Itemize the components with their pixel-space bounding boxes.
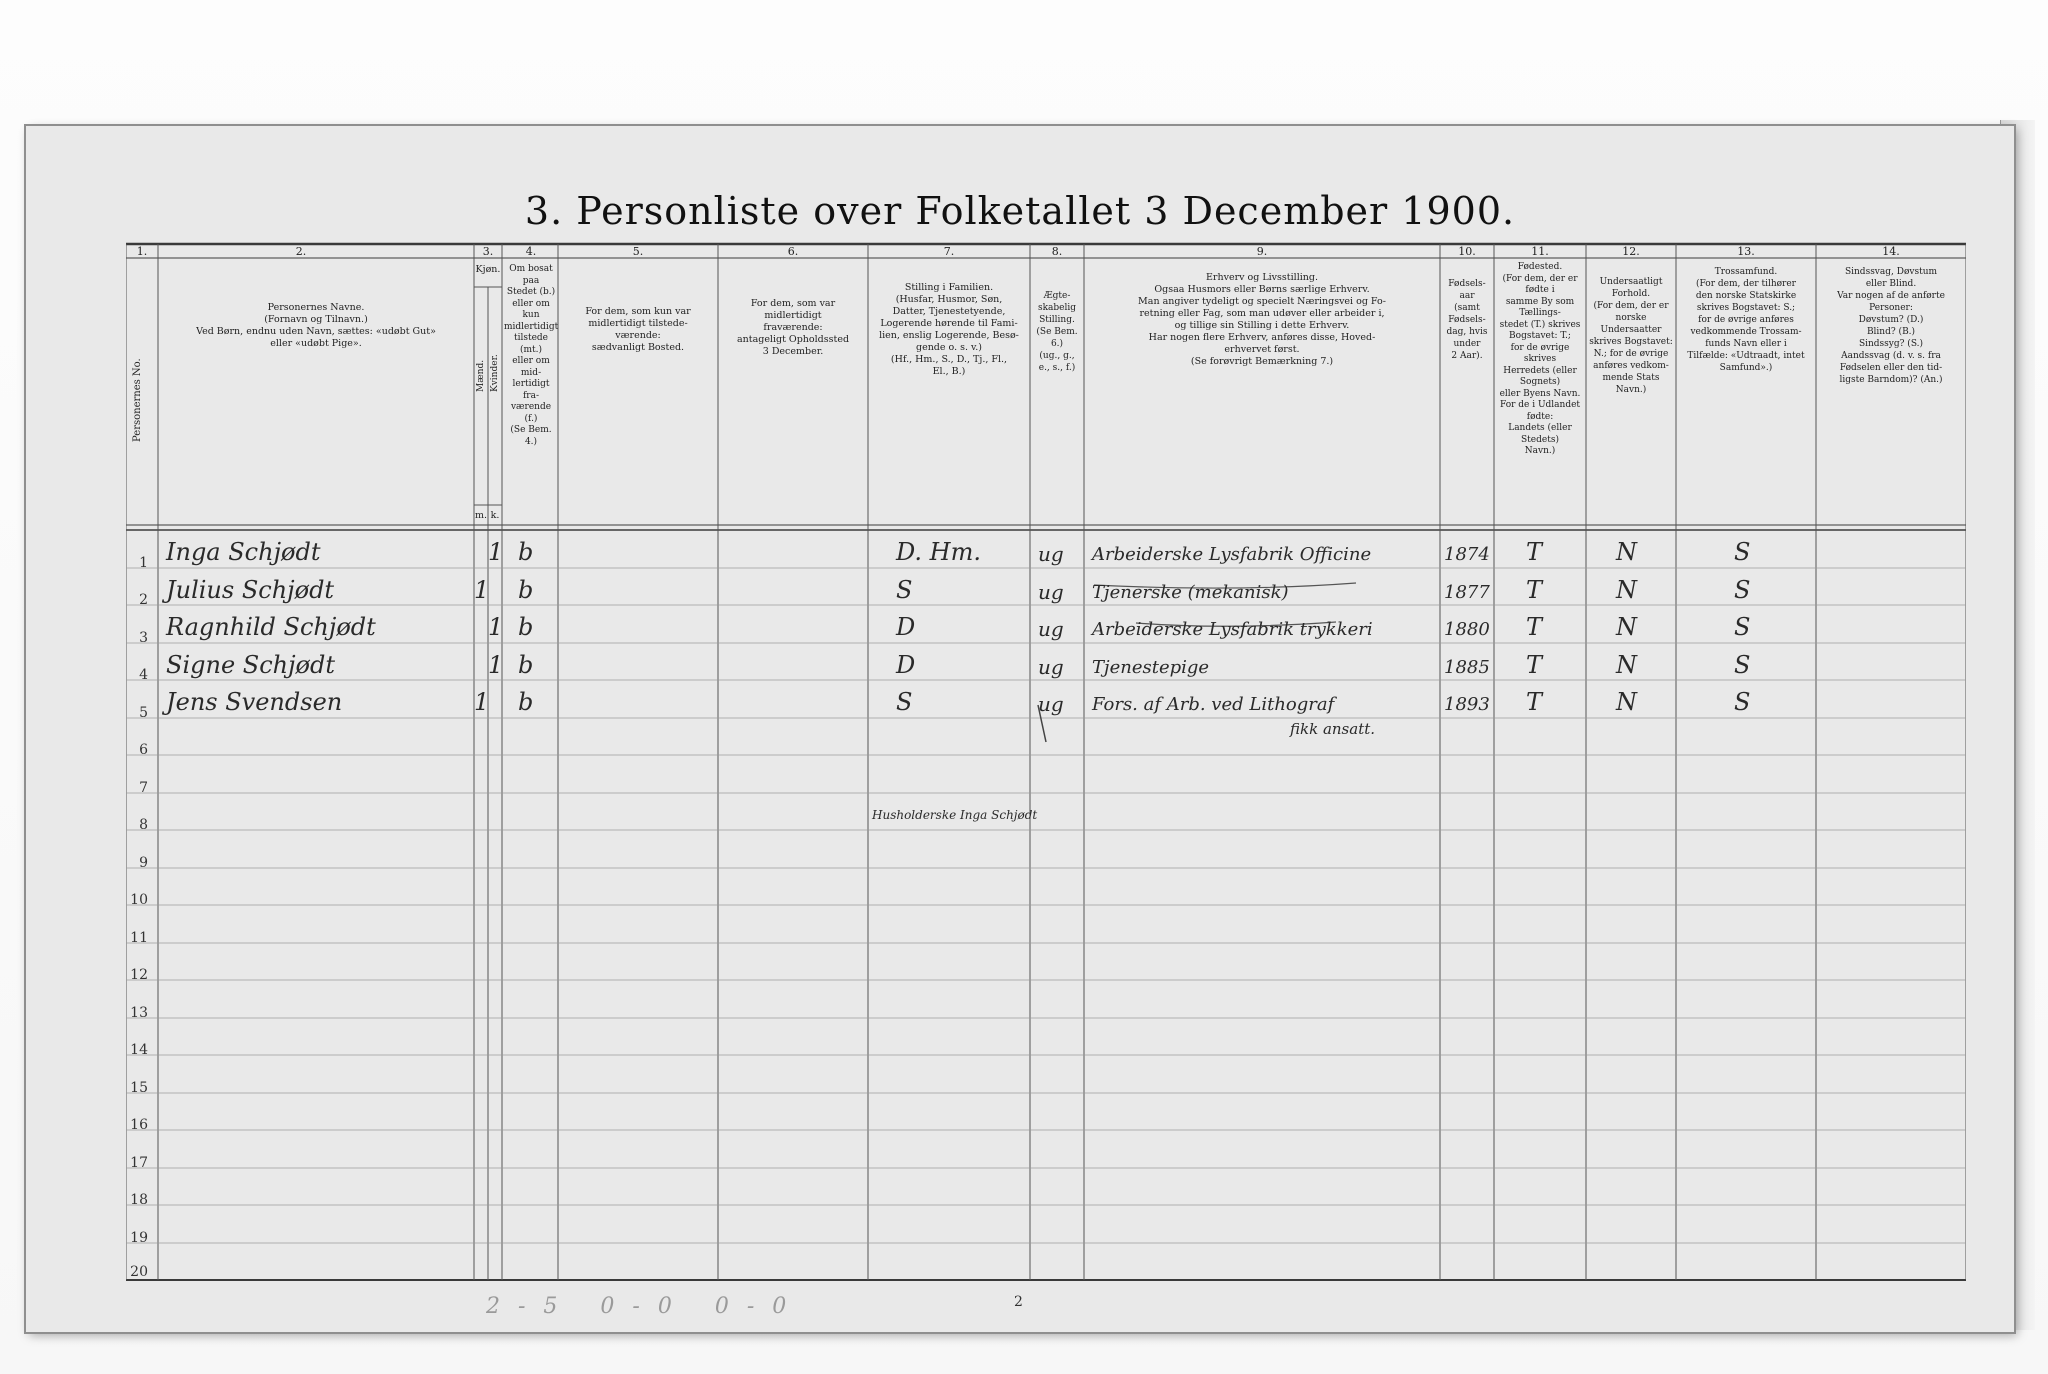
header-temp-location: For dem, som var midlertidigt fraværende: antageligt Opholdssted 3 December. — [736, 298, 850, 357]
entry-women: 1 — [488, 538, 504, 566]
entry-name: Inga Schjødt — [166, 538, 321, 566]
census-table — [126, 242, 1966, 1282]
colnum-14: 14. — [1882, 245, 1900, 258]
row5-extra-note: fikk ansatt. — [1290, 720, 1376, 738]
entry-residence: b — [518, 576, 534, 604]
row-number: 7 — [139, 780, 148, 796]
colnum-4: 4. — [525, 245, 537, 258]
header-gender: Kjøn. — [475, 264, 501, 275]
entry-nationality: N — [1616, 576, 1637, 604]
colnum-7: 7. — [943, 245, 955, 258]
row-number: 1 — [139, 555, 148, 571]
page-number: 2 — [1014, 1294, 1023, 1310]
entry-marital: ug — [1038, 542, 1064, 566]
entry-family-position: D — [896, 613, 916, 641]
entry-family-position: S — [896, 576, 913, 604]
entry-religion: S — [1734, 651, 1751, 679]
tally-marks: 2-5 0-0 0-0 — [486, 1294, 805, 1319]
header-nationality: Undersaatligt Forhold. (For dem, der er norske Undersaatter skrives Bogstavet: N.; for de øvrige anføres vedkom- mende Stats Navn.) — [1589, 277, 1673, 395]
entry-occupation: Arbeiderske Lysfabrik trykkeri — [1092, 619, 1373, 640]
colnum-10: 10. — [1458, 245, 1476, 258]
entry-men: 1 — [474, 688, 490, 716]
row-number: 13 — [130, 1005, 148, 1021]
row8-note: Husholderske Inga Schjødt — [872, 808, 1038, 822]
header-names: Personernes Navne. (Fornavn og Tilnavn.) Ved Børn, endnu uden Navn, sættes: «udøbt Gut» eller «udøbt Pige». — [196, 302, 436, 349]
row-number: 11 — [130, 930, 148, 946]
entry-religion: S — [1734, 576, 1751, 604]
entry-occupation: Arbeiderske Lysfabrik Officine — [1092, 544, 1372, 565]
row-number: 17 — [130, 1155, 148, 1171]
entry-occupation: Tjenestepige — [1092, 657, 1210, 678]
entry-birth-year: 1874 — [1444, 544, 1490, 565]
colnum-1: 1. — [136, 245, 148, 258]
row-number: 5 — [139, 705, 148, 721]
entry-birthplace: T — [1526, 688, 1543, 716]
entry-nationality: N — [1616, 651, 1637, 679]
entry-nationality: N — [1616, 613, 1637, 641]
entry-marital: ug — [1038, 617, 1064, 641]
colnum-3: 3. — [482, 245, 494, 258]
entry-birth-year: 1885 — [1444, 657, 1490, 678]
page-title: 3. Personliste over Folketallet 3 December 1900. — [524, 189, 1516, 233]
entry-women: 1 — [488, 613, 504, 641]
header-birth-year: Fødsels- aar (samt Fødsels- dag, hvis under 2 Aar). — [1446, 279, 1488, 361]
entry-residence: b — [518, 688, 534, 716]
entry-religion: S — [1734, 613, 1751, 641]
colnum-9: 9. — [1256, 245, 1268, 258]
row-number: 3 — [139, 630, 148, 646]
entry-marital: ug — [1038, 692, 1064, 716]
colnum-13: 13. — [1737, 245, 1755, 258]
entry-nationality: N — [1616, 538, 1637, 566]
entry-name: Jens Svendsen — [166, 688, 343, 716]
entry-name: Julius Schjødt — [166, 576, 335, 604]
entry-marital: ug — [1038, 580, 1064, 604]
header-disability: Sindssvag, Døvstum eller Blind. Var nogen af de anførte Personer: Døvstum? (D.) Blind? (B.) Sindssyg? (S.) Aandssvag (d. v. s. fra Fødselen eller den tid- ligste Barndom)? (An.) — [1837, 267, 1945, 385]
entry-family-position: S — [896, 688, 913, 716]
entry-birth-year: 1880 — [1444, 619, 1490, 640]
entry-family-position: D — [896, 651, 916, 679]
header-person-no: Personernes No. — [132, 358, 143, 442]
entry-residence: b — [518, 538, 534, 566]
row-number: 8 — [139, 817, 148, 833]
entry-birth-year: 1893 — [1444, 694, 1490, 715]
row-number: 18 — [130, 1192, 148, 1208]
row-number: 4 — [139, 667, 148, 683]
entry-marital: ug — [1038, 655, 1064, 679]
row-number: 19 — [130, 1230, 148, 1246]
header-family-position: Stilling i Familien. (Husfar, Husmor, Søn, Datter, Tjenestetyende, Logerende hørende til Fami- lien, enslig Logerende, Besø- gende o. s. v.) (Hf., Hm., S., D., Tj., Fl., El., B.) — [879, 282, 1019, 377]
table-lines — [126, 242, 1966, 1282]
entry-name: Signe Schjødt — [166, 651, 336, 679]
entry-birthplace: T — [1526, 613, 1543, 641]
entry-residence: b — [518, 613, 534, 641]
entry-religion: S — [1734, 688, 1751, 716]
entry-birthplace: T — [1526, 651, 1543, 679]
header-residence: Om bosat paa Stedet (b.) eller om kun midlertidigt tilstede (mt.) eller om mid- lertidigt fra- værende (f.) (Se Bem. 4.) — [504, 264, 559, 447]
header-k-abbr: k. — [490, 510, 500, 521]
colnum-11: 11. — [1531, 245, 1549, 258]
entry-men: 1 — [474, 576, 490, 604]
header-usual-residence: For dem, som kun var midlertidigt tilstede- værende: sædvanligt Bosted. — [585, 306, 691, 353]
entry-religion: S — [1734, 538, 1751, 566]
entry-birthplace: T — [1526, 576, 1543, 604]
row-number: 2 — [139, 592, 148, 608]
row-number: 6 — [139, 742, 148, 758]
entry-birth-year: 1877 — [1444, 582, 1490, 603]
header-men: Mænd. — [476, 359, 486, 392]
colnum-12: 12. — [1622, 245, 1640, 258]
row-number: 14 — [130, 1042, 148, 1058]
entry-nationality: N — [1616, 688, 1637, 716]
row-number: 10 — [130, 892, 148, 908]
header-women: Kvinder. — [490, 354, 500, 392]
header-m-abbr: m. — [474, 510, 488, 521]
row-number: 12 — [130, 967, 148, 983]
header-occupation: Erhverv og Livsstilling. Ogsaa Husmors eller Børns særlige Erhverv. Man angiver tydeligt og specielt Næringsvei og Fo- retning eller Fag, som man udøver eller arbeider i, og tillige sin Stilling i dette Erhverv. Har nogen flere Erhverv, anføres disse, Hoved- erhvervet først. (Se forøvrigt Bemærkning 7.) — [1138, 272, 1386, 367]
entry-occupation: Fors. af Arb. ved Lithograf — [1092, 694, 1335, 715]
colnum-8: 8. — [1051, 245, 1063, 258]
entry-women: 1 — [488, 651, 504, 679]
colnum-2: 2. — [295, 245, 307, 258]
entry-family-position: D. Hm. — [896, 538, 981, 566]
entry-residence: b — [518, 651, 534, 679]
entry-name: Ragnhild Schjødt — [166, 613, 376, 641]
colnum-6: 6. — [787, 245, 799, 258]
header-marital: Ægte- skabelig Stilling. (Se Bem. 6.) (ug., g., e., s., f.) — [1036, 291, 1078, 373]
row-number: 9 — [139, 855, 148, 871]
row-number: 15 — [130, 1080, 148, 1096]
census-sheet — [26, 126, 2014, 1332]
header-religion: Trossamfund. (For dem, der tilhører den norske Statskirke skrives Bogstavet: S.; for de øvrige anføres vedkommende Trossam- funds Navn eller i Tilfælde: «Udtraadt, intet Samfund».) — [1687, 267, 1805, 373]
entry-occupation: Tjenerske (mekanisk) — [1092, 582, 1289, 603]
row-number: 16 — [130, 1117, 148, 1133]
header-birthplace: Fødested. (For dem, der er fødte i samme By som Tællings- stedet (T.) skrives Bogstavet: T.; for de øvrige skrives Herredets (eller Sognets) eller Byens Navn. For de i Udlandet fødte: Landets (eller Stedets) Navn.) — [1499, 262, 1581, 456]
row-number: 20 — [130, 1264, 148, 1280]
entry-birthplace: T — [1526, 538, 1543, 566]
colnum-5: 5. — [632, 245, 644, 258]
